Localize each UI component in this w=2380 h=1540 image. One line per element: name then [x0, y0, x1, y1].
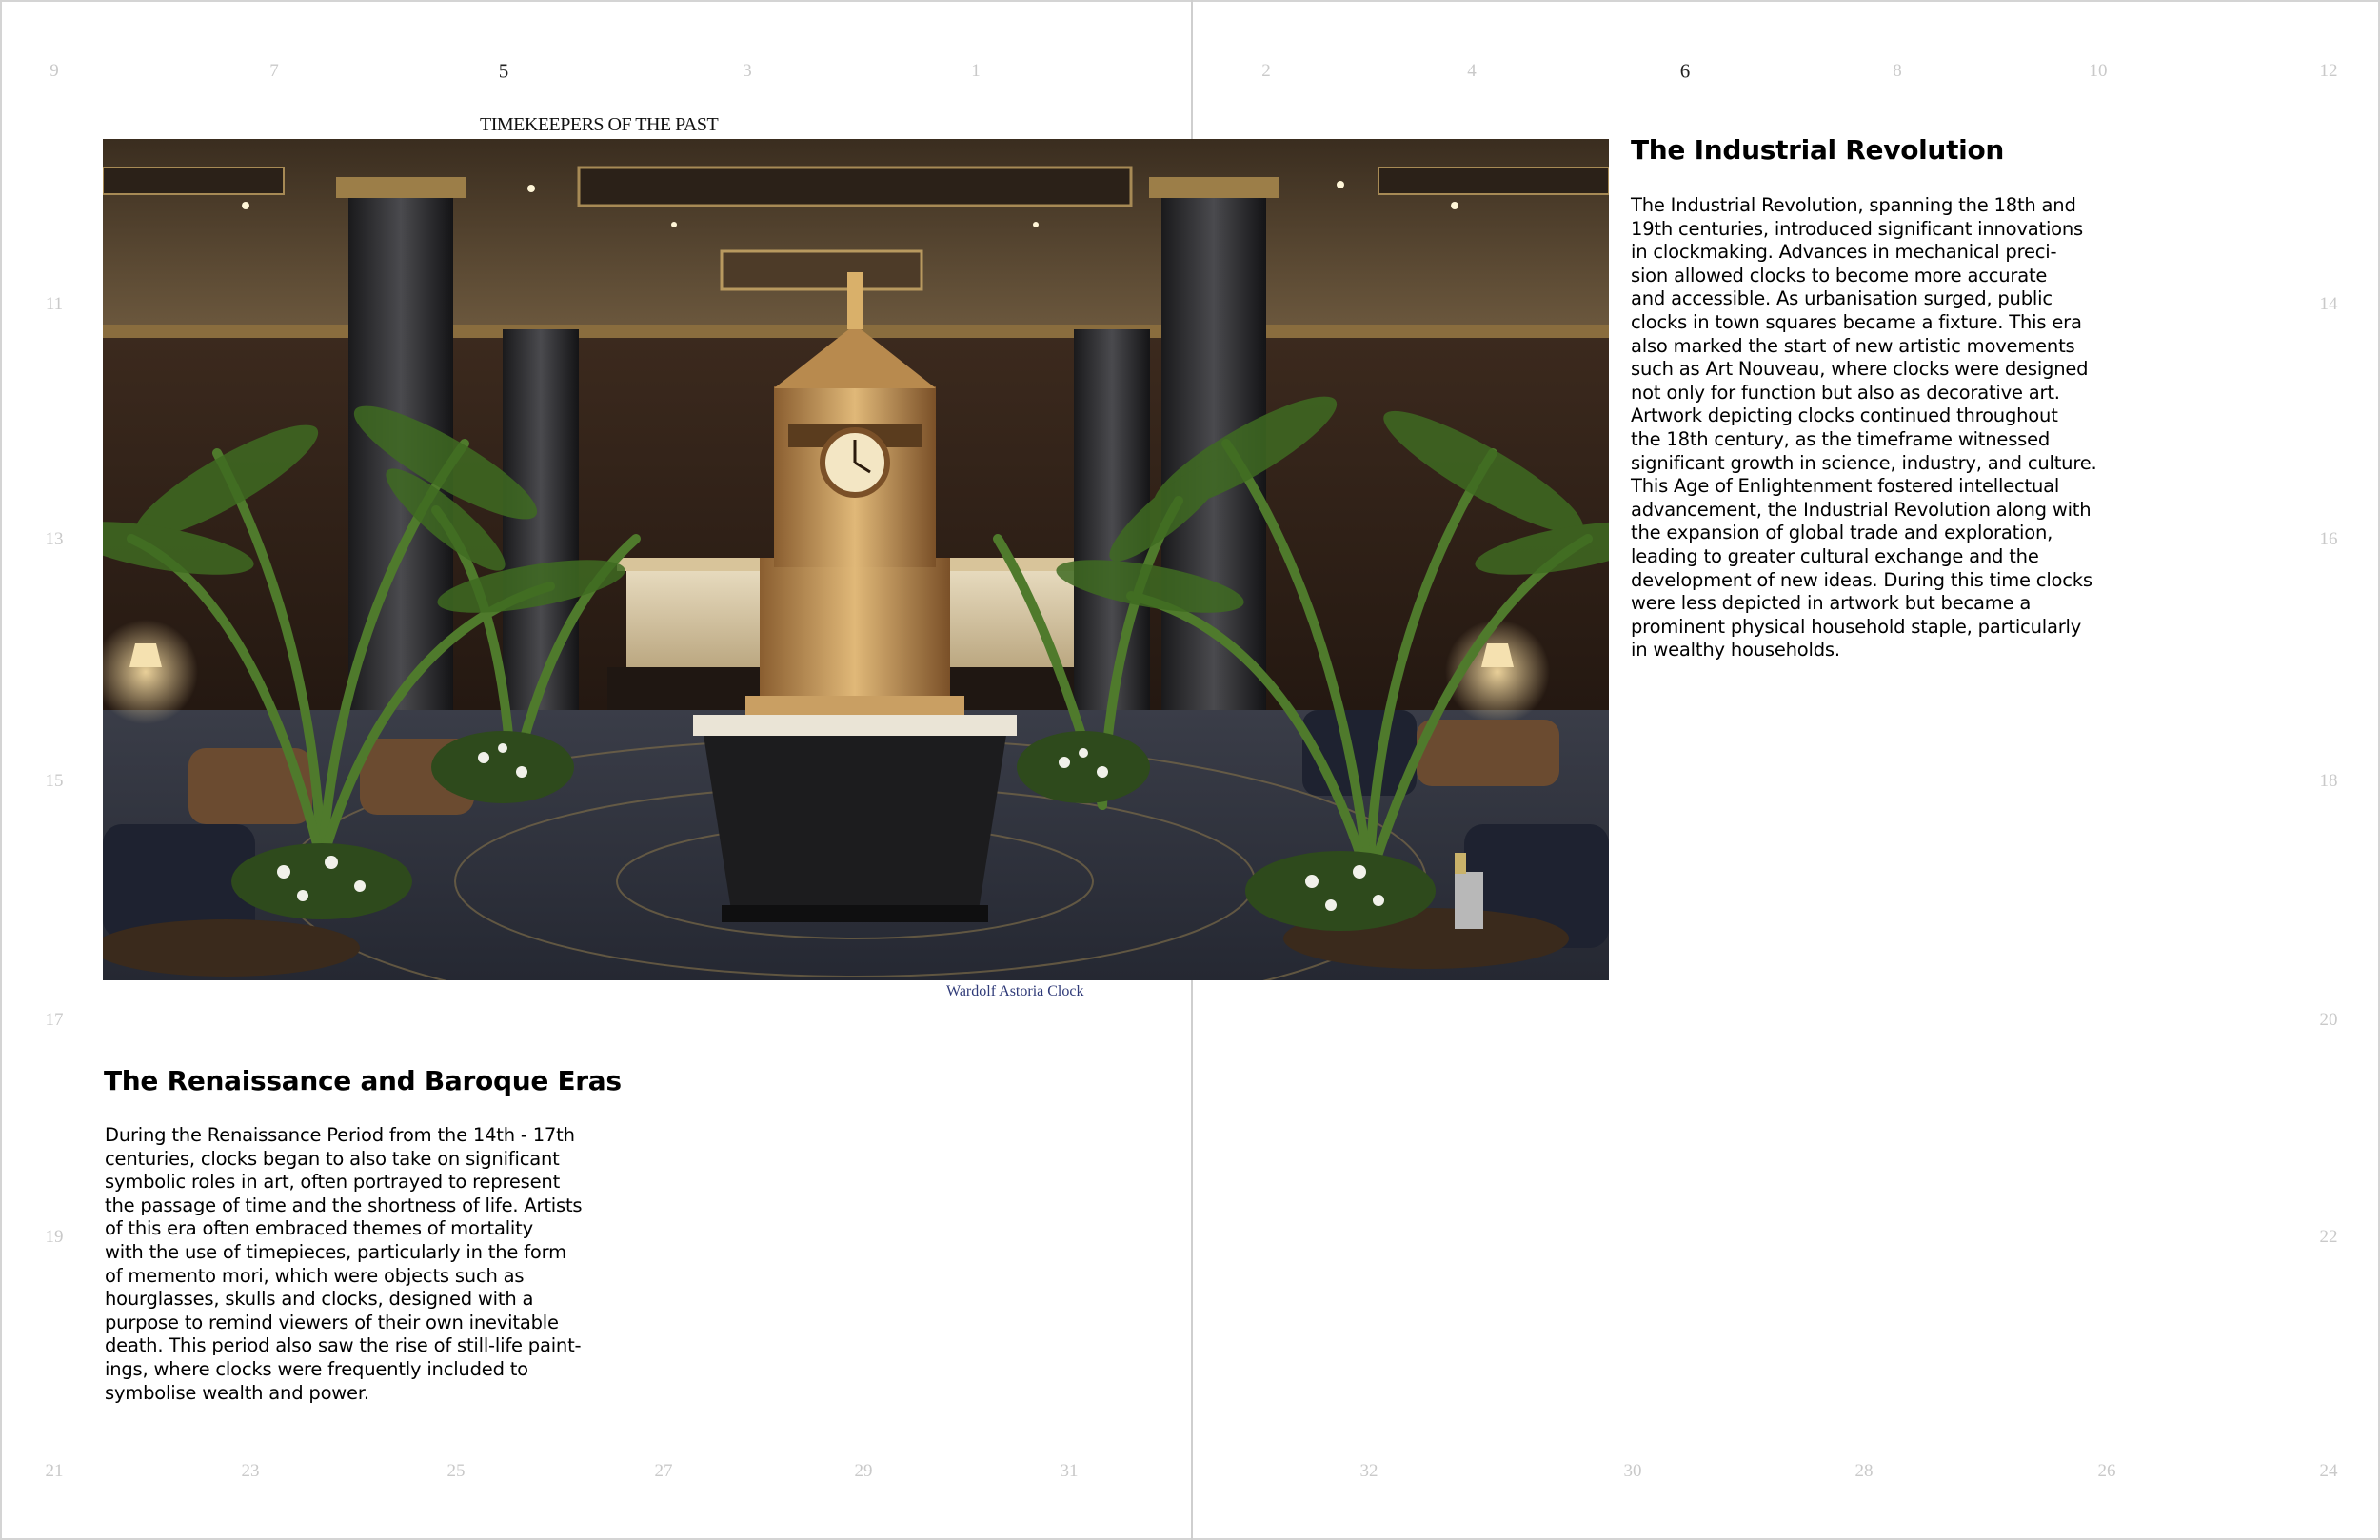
section-body-renaissance	[105, 1124, 582, 1405]
page-marker: 24	[2319, 1461, 2338, 1481]
page-marker: 11	[45, 294, 64, 314]
text-line: symbolic roles in art, often portrayed to represent	[105, 1171, 561, 1194]
text-line: death. This period also saw the rise of still-life paint-	[105, 1334, 582, 1357]
running-title: TIMEKEEPERS OF THE PAST	[480, 114, 719, 135]
page-marker: 5	[498, 59, 509, 83]
section-body-industrial	[1631, 194, 2097, 662]
text-line: such as Art Nouveau, where clocks were designed	[1631, 358, 2089, 381]
page-marker: 29	[854, 1461, 873, 1481]
page-marker: 19	[45, 1227, 64, 1247]
text-line: hourglasses, skulls and clocks, designed with a	[105, 1288, 534, 1311]
page-marker: 8	[1893, 61, 1902, 81]
text-line: leading to greater cultural exchange and the	[1631, 544, 2039, 567]
section-heading-industrial: The Industrial Revolution	[1631, 134, 2005, 166]
page-marker: 20	[2319, 1010, 2338, 1030]
page-marker: 22	[2319, 1227, 2338, 1247]
text-line: in wealthy households.	[1631, 639, 1840, 661]
page-marker: 13	[45, 529, 64, 549]
page-marker: 15	[45, 771, 64, 791]
text-line: This Age of Enlightenment fostered intellectual	[1631, 475, 2060, 498]
text-line: Artwork depicting clocks continued throughout	[1631, 405, 2058, 427]
text-line: with the use of timepieces, particularly in the form	[105, 1240, 566, 1263]
lobby-clock-photo	[103, 139, 1609, 980]
page-marker: 26	[2097, 1461, 2116, 1481]
photo-caption: Wardolf Astoria Clock	[946, 983, 1084, 999]
text-line: also marked the start of new artistic movements	[1631, 334, 2075, 357]
page-marker: 10	[2089, 61, 2108, 81]
text-line: the passage of time and the shortness of life. Artists	[105, 1194, 583, 1216]
text-line: were less depicted in artwork but became a	[1631, 592, 2032, 615]
page-marker: 21	[45, 1461, 64, 1481]
text-line: centuries, clocks began to also take on significant	[105, 1147, 560, 1170]
page-marker: 25	[446, 1461, 466, 1481]
page-marker: 4	[1467, 61, 1477, 81]
text-line: sion allowed clocks to become more accurate	[1631, 264, 2048, 286]
page-marker: 14	[2319, 294, 2338, 314]
section-heading-renaissance: The Renaissance and Baroque Eras	[104, 1065, 622, 1096]
text-line: of this era often embraced themes of mortality	[105, 1217, 533, 1240]
text-line: advancement, the Industrial Revolution along with	[1631, 498, 2092, 521]
text-line: the expansion of global trade and exploration,	[1631, 522, 2053, 544]
text-line: of memento mori, which were objects such as	[105, 1264, 525, 1287]
page-marker: 2	[1261, 61, 1271, 81]
page-marker: 30	[1623, 1461, 1642, 1481]
page-marker: 9	[50, 61, 59, 81]
page-marker: 32	[1359, 1461, 1378, 1481]
page-marker: 18	[2319, 771, 2338, 791]
page-marker: 27	[654, 1461, 673, 1481]
page-marker: 12	[2319, 61, 2338, 81]
text-line: The Industrial Revolution, spanning the 18th and	[1631, 194, 2076, 216]
page-marker: 3	[743, 61, 752, 81]
text-line: in clockmaking. Advances in mechanical preci-	[1631, 241, 2057, 264]
text-line: ings, where clocks were frequently included to	[105, 1357, 528, 1380]
text-line: symbolise wealth and power.	[105, 1381, 369, 1404]
page-marker: 16	[2319, 529, 2338, 549]
text-line: prominent physical household staple, particularly	[1631, 615, 2082, 638]
page-marker: 28	[1854, 1461, 1874, 1481]
text-line: the 18th century, as the timeframe witnessed	[1631, 427, 2051, 450]
text-line: 19th centuries, introduced significant innovations	[1631, 217, 2084, 240]
text-line: and accessible. As urbanisation surged, public	[1631, 287, 2053, 310]
text-line: development of new ideas. During this time clocks	[1631, 568, 2092, 591]
page-marker: 31	[1060, 1461, 1079, 1481]
text-line: purpose to remind viewers of their own inevitable	[105, 1311, 559, 1333]
page-marker: 7	[269, 61, 279, 81]
text-line: not only for function but also as decorative art.	[1631, 381, 2060, 404]
page-marker: 23	[241, 1461, 260, 1481]
page-marker: 6	[1679, 59, 1691, 83]
text-line: clocks in town squares became a fixture. This era	[1631, 310, 2082, 333]
page-marker: 1	[971, 61, 981, 81]
text-line: significant growth in science, industry, and culture.	[1631, 451, 2097, 474]
text-line: During the Renaissance Period from the 14th - 17th	[105, 1124, 575, 1146]
page-marker: 17	[45, 1010, 64, 1030]
